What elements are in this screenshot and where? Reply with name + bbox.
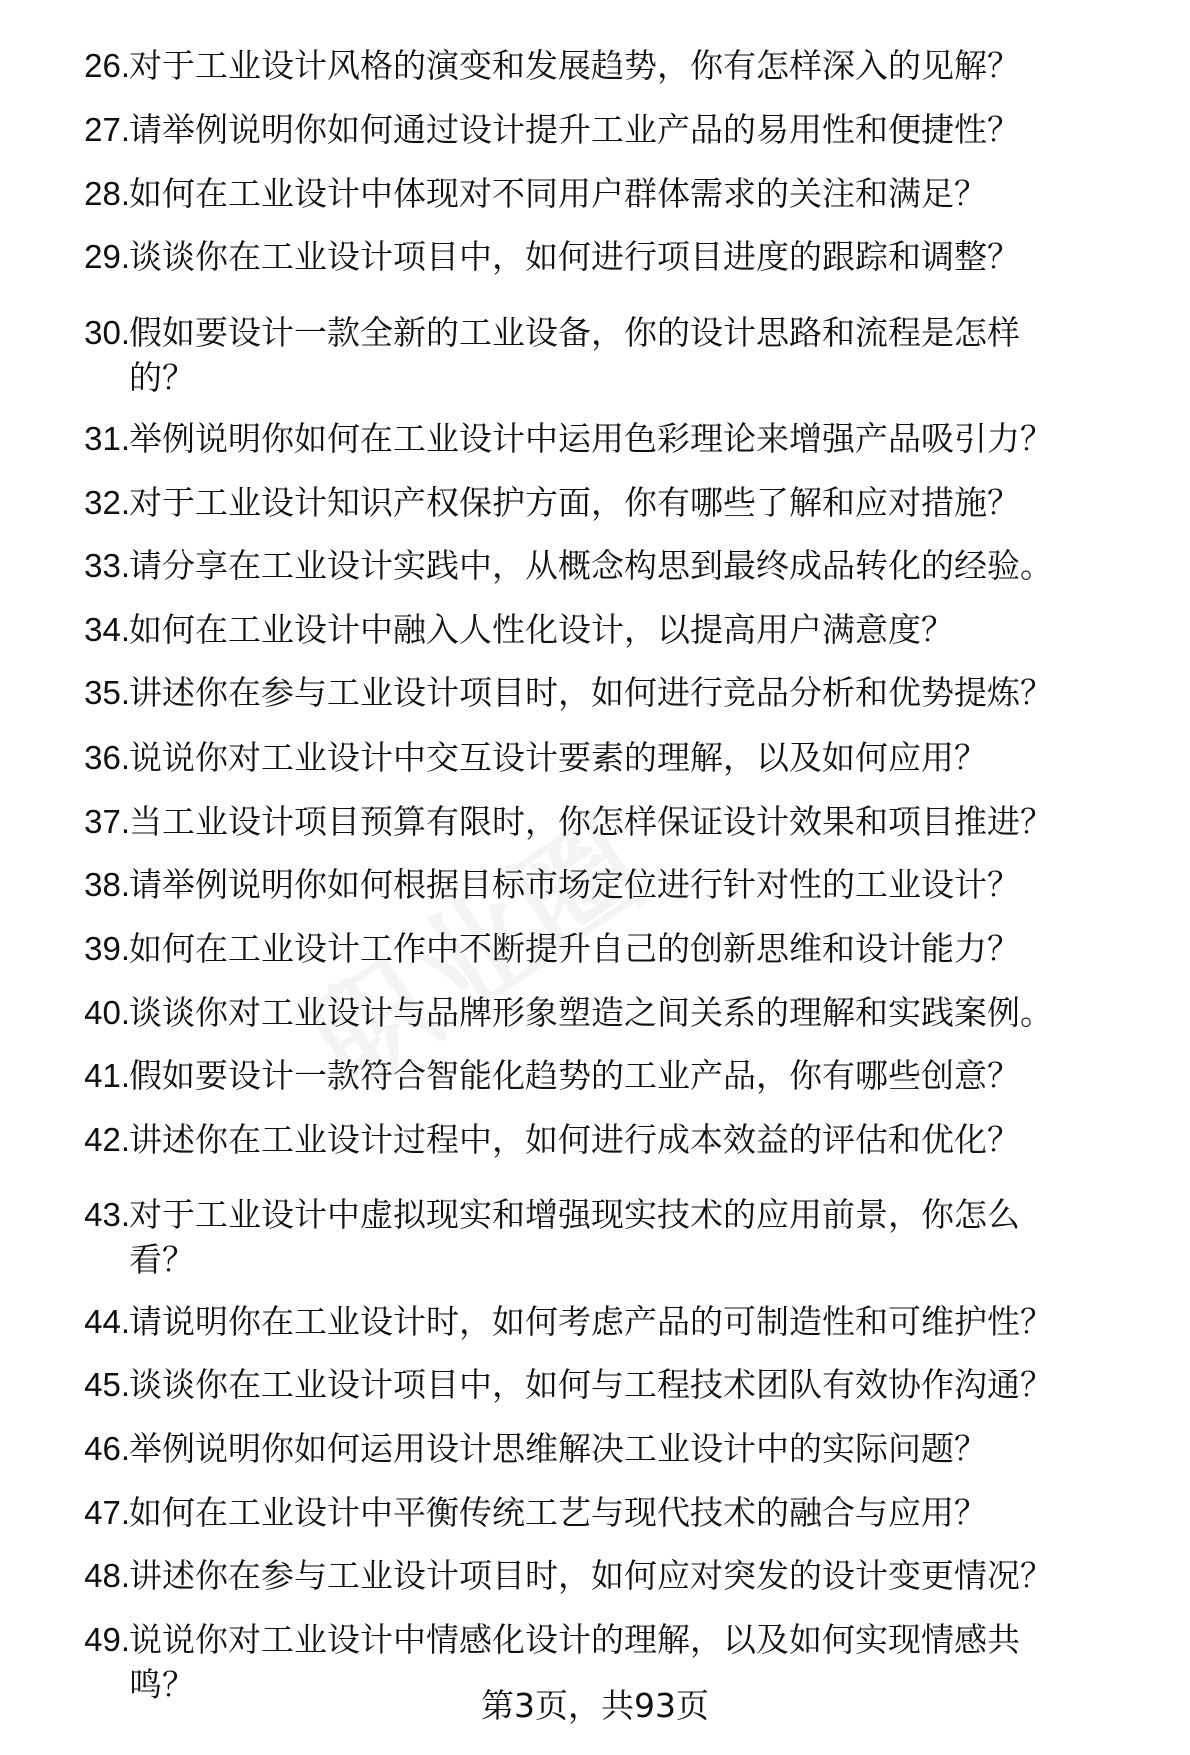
question-number: 35. [84,674,130,711]
question-number: 30. [84,314,130,351]
question-text: 请举例说明你如何通过设计提升工业产品的易用性和便捷性？ [129,110,1020,149]
question-text: 对于工业设计风格的演变和发展趋势，你有怎样深入的见解？ [129,46,1020,85]
question-number: 37. [84,803,130,840]
question-text: 请说明你在工业设计时，如何考虑产品的可制造性和可维护性？ [129,1302,1053,1341]
question-text: 如何在工业设计中体现对不同用户群体需求的关注和满足？ [129,174,987,213]
question-number: 31. [84,420,130,457]
question-text: 假如要设计一款符合智能化趋势的工业产品，你有哪些创意？ [129,1056,1020,1095]
question-number: 39. [84,930,130,967]
question-text: 讲述你在参与工业设计项目时，如何应对突发的设计变更情况？ [129,1556,1053,1595]
question-number: 33. [84,547,130,584]
question-number: 29. [84,238,130,275]
question-text: 如何在工业设计工作中不断提升自己的创新思维和设计能力？ [129,929,1020,968]
question-text: 谈谈你在工业设计项目中，如何与工程技术团队有效协作沟通？ [129,1365,1053,1404]
question-number: 41. [84,1057,130,1094]
page-footer: 第3页，共93页 [481,1686,709,1725]
question-text: 对于工业设计知识产权保护方面，你有哪些了解和应对措施？ [129,483,1020,522]
question-text: 对于工业设计中虚拟现实和增强现实技术的应用前景，你怎么 看？ [129,1195,1020,1279]
question-number: 36. [84,739,130,776]
question-number: 43. [84,1196,130,1233]
question-text: 当工业设计项目预算有限时，你怎样保证设计效果和项目推进？ [129,802,1053,841]
question-text: 举例说明你如何在工业设计中运用色彩理论来增强产品吸引力？ [129,419,1053,458]
question-item [58,310,1138,402]
question-number: 48. [84,1557,130,1594]
question-text: 讲述你在工业设计过程中，如何进行成本效益的评估和优化？ [129,1120,1020,1159]
question-number: 45. [84,1366,130,1403]
question-number: 26. [84,47,130,84]
question-number: 49. [84,1621,130,1658]
question-text: 请分享在工业设计实践中，从概念构思到最终成品转化的经验。 [129,546,1053,585]
question-number: 32. [84,484,130,521]
question-number: 34. [84,611,130,648]
question-text: 谈谈你对工业设计与品牌形象塑造之间关系的理解和实践案例。 [129,993,1053,1032]
question-text: 如何在工业设计中融入人性化设计，以提高用户满意度？ [129,610,954,649]
question-text: 如何在工业设计中平衡传统工艺与现代技术的融合与应用？ [129,1493,987,1532]
question-item [58,1192,1138,1284]
question-text: 举例说明你如何运用设计思维解决工业设计中的实际问题？ [129,1429,987,1468]
question-text: 请举例说明你如何根据目标市场定位进行针对性的工业设计？ [129,865,1020,904]
question-number: 47. [84,1494,130,1531]
question-number: 38. [84,866,130,903]
question-text: 说说你对工业设计中交互设计要素的理解，以及如何应用？ [129,738,987,777]
question-text: 说说你对工业设计中情感化设计的理解，以及如何实现情感共 鸣？ [129,1620,1020,1704]
question-number: 40. [84,994,130,1031]
question-number: 44. [84,1303,130,1340]
question-number: 28. [84,175,130,212]
question-text: 讲述你在参与工业设计项目时，如何进行竞品分析和优势提炼？ [129,673,1053,712]
question-number: 42. [84,1121,130,1158]
question-number: 27. [84,111,130,148]
question-text: 谈谈你在工业设计项目中，如何进行项目进度的跟踪和调整？ [129,237,1020,276]
question-number: 46. [84,1430,130,1467]
question-text: 假如要设计一款全新的工业设备，你的设计思路和流程是怎样 的？ [129,313,1020,397]
